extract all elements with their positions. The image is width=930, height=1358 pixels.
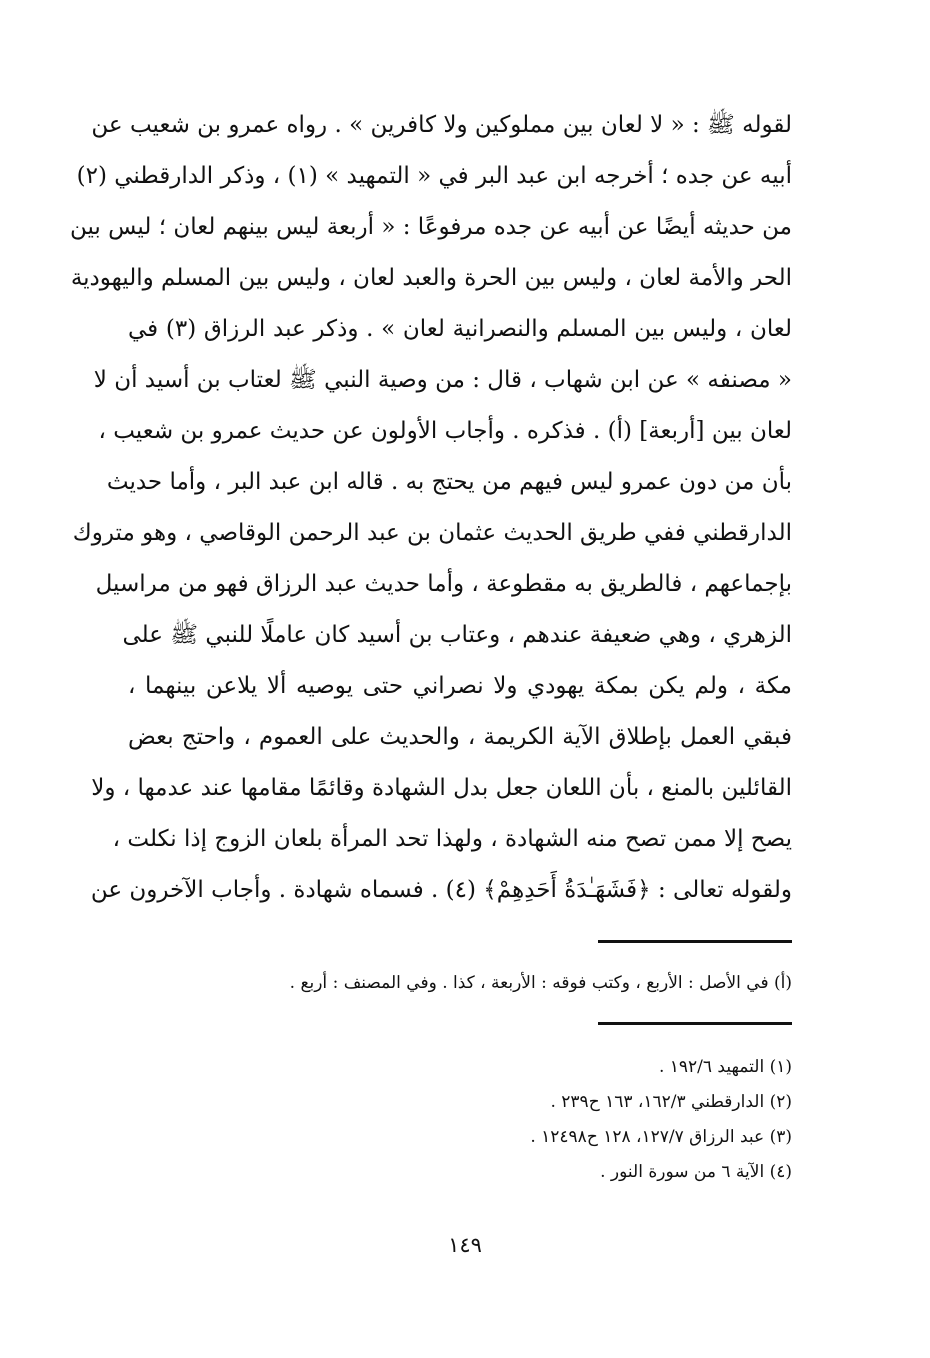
footnote-divider-bottom: [598, 1022, 792, 1025]
text-line: « مصنفه » عن ابن شهاب ، قال : من وصية النبي ﷺ لعتاب بن أسيد أن لا: [93, 367, 792, 393]
footnote-divider-top: [598, 940, 792, 943]
text-line: لعان ، وليس بين المسلم والنصرانية لعان » . وذكر عبد الرزاق (٣) في: [128, 316, 792, 342]
text-line: الزهري ، وهي ضعيفة عندهم ، وعتاب بن أسيد كان عاملًا للنبي ﷺ على: [122, 622, 792, 648]
text-line: من حديثه أيضًا عن أبيه عن جده مرفوعًا : « أربعة ليس بينهم لعان ؛ ليس بين: [69, 214, 792, 240]
text-line: القائلين بالمنع ، بأن اللعان جعل بدل الشهادة وقائمًا مقامها عند عدمها ، ولا: [91, 775, 792, 801]
footnote-item: (٤) الآية ٦ من سورة النور .: [600, 1162, 792, 1182]
text-line: لعان بين [أربعة] (أ) . فذكره . وأجاب الأولون عن حديث عمرو بن شعيب ،: [98, 418, 792, 444]
text-line: ولقوله تعالى : ﴿فَشَهَـٰدَةُ أَحَدِهِمْ﴾ (٤) . فسماه شهادة . وأجاب الآخرون عن: [90, 877, 792, 903]
text-line: أبيه عن جده ؛ أخرجه ابن عبد البر في « التمهيد » (١) ، وذكر الدارقطني (٢): [76, 163, 792, 189]
variant-note: (أ) في الأصل : الأربع ، وكتب فوقه : الأربعة ، كذا . وفي المصنف : أربع .: [289, 973, 792, 993]
text-line: فبقي العمل بإطلاق الآية الكريمة ، والحديث على العموم ، واحتج بعض: [128, 724, 792, 750]
text-line: بأن من دون عمرو ليس فيهم من يحتج به . قاله ابن عبد البر ، وأما حديث: [106, 469, 792, 495]
text-line: يصح إلا ممن تصح منه الشهادة ، ولهذا تحد المرأة بلعان الزوج إذا نكلت ،: [112, 826, 792, 852]
footnote-list: [132, 1050, 792, 1190]
footnote-item: (٣) عبد الرزاق ١٢٧/٧، ١٢٨ ح١٢٤٩٨ .: [530, 1127, 792, 1147]
page-number: ١٤٩: [448, 1233, 482, 1257]
footnote-item: (٢) الدارقطني ١٦٢/٣، ١٦٣ ح٢٣٩ .: [550, 1092, 792, 1112]
main-text: [69, 100, 792, 916]
footnote-item: (١) التمهيد ١٩٢/٦ .: [658, 1057, 792, 1077]
text-line: مكة ، ولم يكن بمكة يهودي ولا نصراني حتى يوصيه ألا يلاعن بينهما ،: [128, 673, 792, 699]
text-line: لقوله ﷺ : « لا لعان بين مملوكين ولا كافرين » . رواه عمرو بن شعيب عن: [91, 112, 792, 138]
text-line: الدارقطني ففي طريق الحديث عثمان بن عبد الرحمن الوقاصي ، وهو متروك: [72, 520, 792, 546]
text-line: الحر والأمة لعان ، وليس بين الحرة والعبد لعان ، وليس بين المسلم واليهودية: [70, 265, 792, 291]
text-line: بإجماعهم ، فالطريق به مقطوعة ، وأما حديث عبد الرزاق فهو من مراسيل: [95, 571, 792, 597]
